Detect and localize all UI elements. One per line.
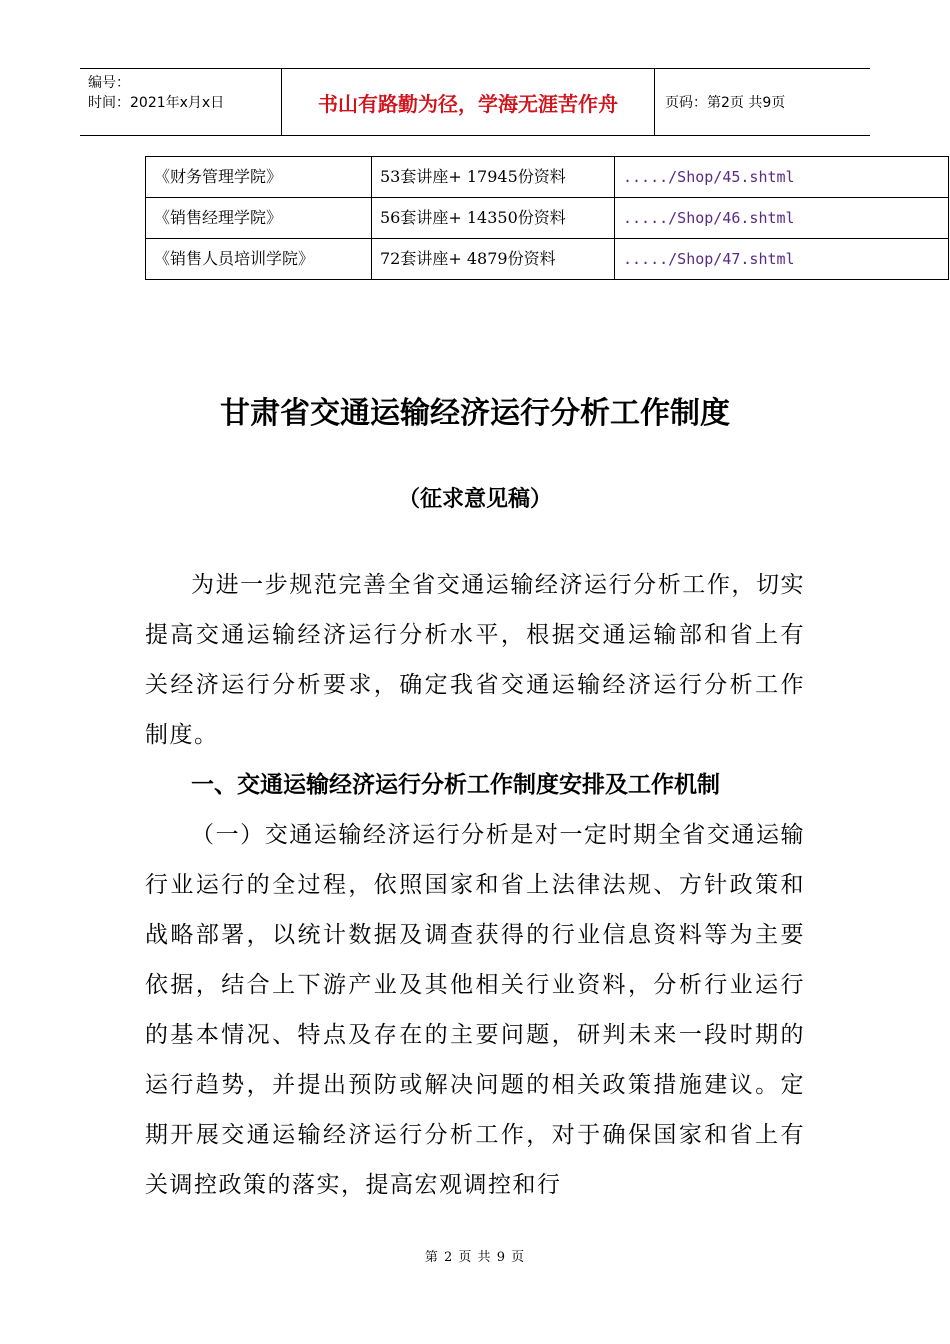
table-row (146, 239, 949, 280)
header-page-info: 页码：第2页 共9页 (665, 95, 786, 111)
table-cell-desc: 72套讲座+ 4879份资料 (372, 239, 615, 280)
header-meta (80, 69, 282, 135)
resource-table (145, 156, 949, 280)
section-paragraph: （一）交通运输经济运行分析是对一定时期全省交通运输行业运行的全过程，依照国家和省上法律法规、方针政策和战略部署，以统计数据及调查获得的行业信息资料等为主要依据，结合上下游产业及其他相关行业资料，分析行业运行的基本情况、特点及存在的主要问题，研判未来一段时期的运行趋势，并提出预防或解决问题的相关政策措施建议。定期开展交通运输经济运行分析工作，对于确保国家和省上有关调控政策的落实，提高宏观调控和行 (145, 822, 805, 1198)
time-label: 时间：2021年x月x日 (88, 95, 225, 111)
table-cell-name: 《销售经理学院》 (146, 198, 372, 239)
document-subtitle: （征求意见稿） (397, 486, 552, 512)
table-cell-link[interactable]: ...../Shop/47.shtml (615, 239, 949, 280)
table-row (146, 198, 949, 239)
document-title: 甘肃省交通运输经济运行分析工作制度 (220, 396, 730, 431)
table-row (146, 157, 949, 198)
table-cell-link[interactable]: ...../Shop/45.shtml (615, 157, 949, 198)
table-cell-desc: 53套讲座+ 17945份资料 (372, 157, 615, 198)
table-cell-name: 《财务管理学院》 (146, 157, 372, 198)
table-cell-link[interactable]: ...../Shop/46.shtml (615, 198, 949, 239)
document-body (145, 560, 805, 1210)
page-header (80, 68, 870, 136)
section-heading: 一、交通运输经济运行分析工作制度安排及工作机制 (191, 772, 720, 798)
table-cell-name: 《销售人员培训学院》 (146, 239, 372, 280)
header-motto: 书山有路勤为径，学海无涯苦作舟 (282, 69, 655, 135)
code-label: 编号： (88, 75, 130, 91)
page-footer: 第 2 页 共 9 页 (424, 1250, 526, 1265)
intro-paragraph: 为进一步规范完善全省交通运输经济运行分析工作，切实提高交通运输经济运行分析水平，根据交通运输部和省上有关经济运行分析要求，确定我省交通运输经济运行分析工作制度。 (145, 572, 805, 748)
table-cell-desc: 56套讲座+ 14350份资料 (372, 198, 615, 239)
